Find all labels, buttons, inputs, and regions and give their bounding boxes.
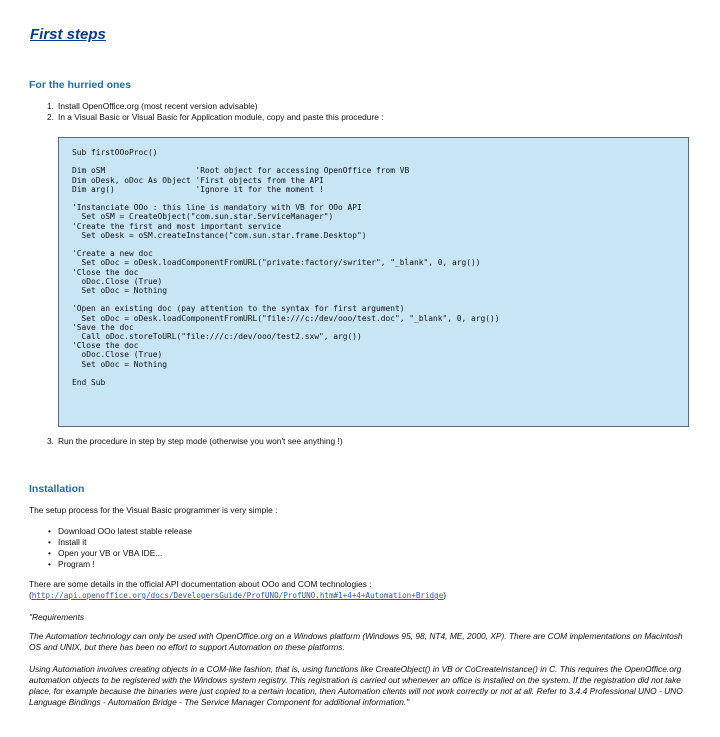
api-details-text: There are some details in the official API documentation about OOo and COM technologies : (http://api.openoffice.org/docs/DevelopersGuide/ProfUNO/ProfUNO.htm#1+4+4+Automation+Bridge) [29,579,447,600]
installation-bullets [48,526,458,570]
requirements-paragraph-1: The Automation technology can only be used with OpenOffice.org on a Windows platform (Windows 95, 98, NT4, ME, 2000, XP). There are COM implementations on Macintosh OS and UNIX, but there has been no effort to support Automation on these platforms. [29,631,683,652]
steps-list [47,101,698,123]
list-item: 1. Install OpenOffice.org (most recent version advisable) [47,101,258,111]
list-item: 2. In a Visual Basic or Visual Basic for Application module, copy and paste this procedure : [47,112,384,122]
code-block [58,137,689,427]
page-title: First steps [30,26,106,43]
requirements-label: "Requirements [29,612,85,622]
section-heading-hurried: For the hurried ones [29,79,132,91]
list-item: • Program ! [48,559,95,569]
code-listing: Sub firstOOoProc() Dim oSM 'Root object for accessing OpenOffice from VB Dim oDesk, oDoc As Object 'First objects from the API Dim arg() 'Ignore it for the moment ! 'Instanciate OOo : this line is mandatory with VB for OOo API Set oSM = CreateObject("com.sun.star.ServiceManager") 'Create the first and most important service Set oDesk = oSM.createInstance("com.sun.star.frame.Desktop") 'Create a new doc Set oDoc = oDesk.loadComponentFromURL("private:factory/swriter", "_blank", 0, arg()) 'Close the doc oDoc.Close (True) Set oDoc = Nothing 'Open an existing doc (pay attention to the syntax for first argument) Set oDoc = oDesk.loadComponentFromURL("file:///c:/dev/ooo/test.doc", "_blank", 0, arg()) 'Save the doc Call oDoc.storeToURL("file:///c:/dev/ooo/test2.sxw", arg()) 'Close the doc oDoc.Close (True) Set oDoc = Nothing End Sub [72,148,500,388]
installation-intro: The setup process for the Visual Basic programmer is very simple : [29,505,278,515]
steps-list-continued [47,436,698,447]
api-doc-link[interactable]: http://api.openoffice.org/docs/DevelopersGuide/ProfUNO/ProfUNO.htm#1+4+4+Automation+Bridge [31,591,444,600]
section-heading-installation: Installation [29,483,85,495]
list-item: 3. Run the procedure in step by step mode (otherwise you won't see anything !) [47,436,343,446]
list-item: • Open your VB or VBA IDE... [48,548,163,558]
list-item: • Install it [48,537,87,547]
list-item: • Download OOo latest stable release [48,526,193,536]
requirements-paragraph-2: Using Automation involves creating objects in a COM-like fashion, that is, using functions like CreateObject() in VB or CoCreateInstance() in C. This requires the OpenOffice.org automation objects to be registered with the Windows system registry. This registration is carried out whenever an office is installed on the system. If the registration did not take place, for example because the binaries were just copied to a certain location, then Automation clients will not work correctly or not at all. Refer to 3.4.4 Professional UNO - UNO Language Bindings - Automation Bridge - The Service Manager Component for additional information." [29,664,683,707]
